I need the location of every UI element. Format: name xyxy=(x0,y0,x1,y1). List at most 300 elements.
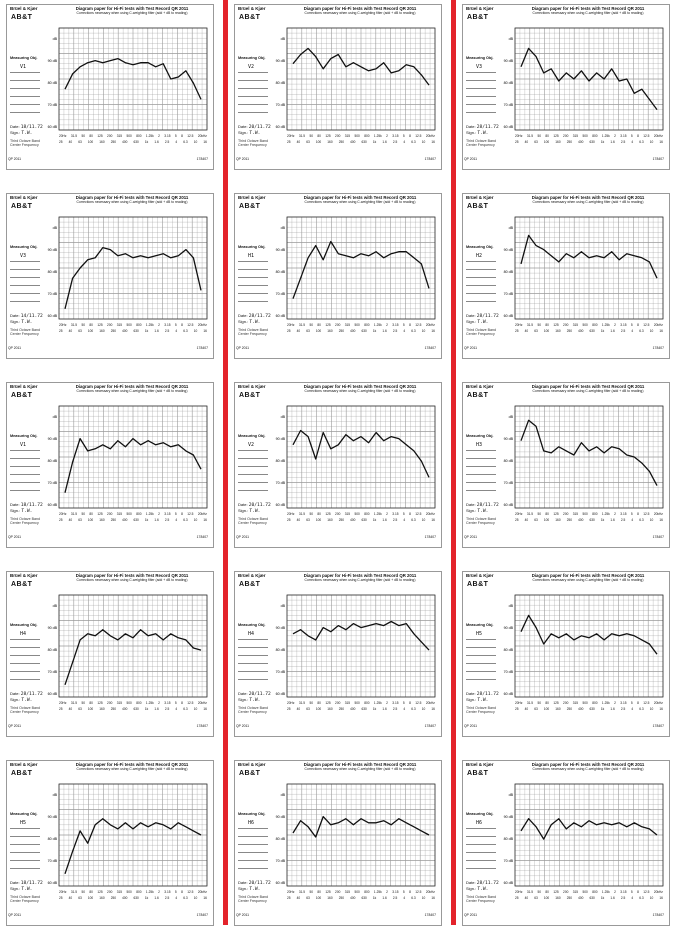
tick-label: 630 xyxy=(133,518,139,522)
tick-label: 100 xyxy=(315,140,322,144)
measuring-object-label: Measuring Obj. xyxy=(466,245,494,249)
measuring-object-value: V3 xyxy=(20,253,27,259)
entry-line xyxy=(466,671,496,672)
tick-label: 8 xyxy=(409,134,411,138)
tick-label: 20kHz xyxy=(653,323,663,327)
entry-line xyxy=(466,285,496,286)
db-label: 60 dB xyxy=(47,125,57,129)
tick-label: 31.5 xyxy=(526,701,534,705)
tick-label: 160 xyxy=(327,896,333,900)
tick-label: 6.3 xyxy=(183,896,188,900)
db-label: 70 dB xyxy=(503,670,513,674)
third-octave-label: Third Octave Band xyxy=(466,895,496,899)
tick-label: 6.3 xyxy=(411,140,416,144)
tick-label: 31.5 xyxy=(298,323,306,327)
tick-label: 12.5 xyxy=(643,890,650,894)
tick-label: 3.15 xyxy=(392,701,399,705)
tick-label: 125 xyxy=(325,134,331,138)
brand-name: Brüel & Kjær xyxy=(466,762,494,767)
tick-label: 2 xyxy=(158,890,160,894)
entry-line xyxy=(10,261,40,262)
date-block: Date: 18/11.72 Sign.: T.W. xyxy=(10,880,43,892)
date-label: Date xyxy=(466,124,475,129)
entry-line xyxy=(238,285,268,286)
sign-value: T.W. xyxy=(477,131,489,136)
tick-label: 160 xyxy=(99,518,105,522)
tick-label: 12.5 xyxy=(187,134,194,138)
tick-label: 20kHz xyxy=(653,134,663,138)
band-label xyxy=(466,895,496,903)
date-block: Date: 18/11.72 Sign.: T.W. xyxy=(10,124,43,136)
tick-label: 5 xyxy=(630,890,633,894)
tick-label: 630 xyxy=(133,707,139,711)
db-label: dB xyxy=(52,37,57,41)
entry-line xyxy=(10,104,40,105)
logo: AB&T xyxy=(11,392,33,399)
tick-label: 25 xyxy=(287,518,291,522)
band-label xyxy=(238,517,268,525)
sign-label: Sign. xyxy=(466,130,476,135)
tick-label: 400 xyxy=(578,518,584,522)
entry-line xyxy=(466,450,496,451)
tick-label: 160 xyxy=(555,707,561,711)
tick-label: 1.6 xyxy=(382,707,387,711)
tick-label: 50 xyxy=(309,323,313,327)
center-frequency-label: Center Frequency xyxy=(466,332,495,337)
tick-label: 80 xyxy=(545,134,549,138)
tick-label: 200 xyxy=(335,701,341,705)
tick-label: 40 xyxy=(524,707,529,711)
frequency-response-sheet-9 xyxy=(458,380,674,550)
footer-right: 178407 xyxy=(652,724,664,728)
logo: AB&T xyxy=(467,14,489,21)
footer-right: 178407 xyxy=(424,157,436,161)
third-octave-label: Third Octave Band xyxy=(10,895,40,899)
entry-line xyxy=(10,285,40,286)
logo: AB&T xyxy=(467,770,489,777)
tick-label: 1.25k xyxy=(601,323,610,327)
tick-label: 10 xyxy=(421,707,426,711)
date-block: Date: 28/11.72 Sign.: T.W. xyxy=(466,880,499,892)
tick-label: 160 xyxy=(555,518,561,522)
entry-line xyxy=(238,639,268,640)
logo: AB&T xyxy=(239,392,261,399)
tick-label: 6.3 xyxy=(411,518,416,522)
lower-tick-row xyxy=(515,329,663,333)
sheet-title: Diagram paper for Hi-Fi tests with Test Record QR 2011 xyxy=(531,384,645,389)
upper-tick-row xyxy=(59,890,207,894)
sheet-subtitle: Corrections necessary when using C-weighting filter (add + dB to reading) xyxy=(304,767,416,771)
tick-label: 800 xyxy=(364,323,370,327)
db-label: 90 dB xyxy=(47,626,57,630)
db-label: 80 dB xyxy=(47,270,57,274)
entry-line xyxy=(10,474,40,475)
third-octave-label: Third Octave Band xyxy=(238,895,268,899)
tick-label: 40 xyxy=(68,707,73,711)
tick-label: 12.5 xyxy=(643,323,650,327)
tick-label: 2 xyxy=(614,512,616,516)
sheet-title: Diagram paper for Hi-Fi tests with Test Record QR 2011 xyxy=(531,6,645,11)
logo: AB&T xyxy=(11,581,33,588)
tick-label: 6.3 xyxy=(183,518,188,522)
tick-label: 200 xyxy=(563,134,569,138)
upper-tick-row xyxy=(59,134,207,138)
db-label: 60 dB xyxy=(275,503,285,507)
tick-label: 31.5 xyxy=(70,323,78,327)
entry-line xyxy=(238,474,268,475)
sheet-subtitle: Corrections necessary when using C-weighting filter (add + dB to reading) xyxy=(76,767,188,771)
tick-label: 100 xyxy=(543,518,550,522)
tick-label: 1.6 xyxy=(610,329,615,333)
tick-label: 16 xyxy=(203,518,207,522)
third-octave-label: Third Octave Band xyxy=(10,706,40,710)
tick-label: 100 xyxy=(315,707,322,711)
tick-label: 2.5 xyxy=(392,329,398,333)
tick-label: 80 xyxy=(317,512,321,516)
tick-label: 20kHz xyxy=(425,512,435,516)
footer-right: 178407 xyxy=(196,157,208,161)
tick-label: 63 xyxy=(78,518,82,522)
entry-line xyxy=(10,852,40,853)
tick-label: 50 xyxy=(309,134,313,138)
tick-label: 50 xyxy=(81,701,85,705)
tick-label: 20Hz xyxy=(515,134,523,138)
frequency-response-sheet-7 xyxy=(2,380,218,550)
upper-tick-row xyxy=(515,701,663,705)
tick-label: 40 xyxy=(296,329,301,333)
third-octave-label: Third Octave Band xyxy=(10,328,40,332)
tick-label: 250 xyxy=(566,896,573,900)
entry-line xyxy=(10,112,40,113)
tick-label: 100 xyxy=(543,140,550,144)
brand-name: Brüel & Kjær xyxy=(466,384,494,389)
entry-line xyxy=(466,663,496,664)
entry-line xyxy=(10,671,40,672)
db-label: dB xyxy=(280,415,285,419)
sheet-title: Diagram paper for Hi-Fi tests with Test Record QR 2011 xyxy=(75,762,189,767)
db-label: 80 dB xyxy=(47,648,57,652)
tick-label: 31.5 xyxy=(298,890,306,894)
tick-label: 315 xyxy=(344,890,351,894)
lower-tick-row xyxy=(515,140,663,144)
sign-value: T.W. xyxy=(249,698,261,703)
center-frequency-label: Center Frequency xyxy=(238,143,267,148)
db-label: dB xyxy=(52,415,57,419)
tick-label: 400 xyxy=(350,707,356,711)
tick-label: 160 xyxy=(555,140,561,144)
footer-left: QP 2011 xyxy=(8,724,22,728)
third-octave-label: Third Octave Band xyxy=(10,517,40,521)
tick-label: 2.5 xyxy=(392,896,398,900)
tick-label: 80 xyxy=(317,323,321,327)
tick-label: 800 xyxy=(136,323,142,327)
date-value: 18/11.72 xyxy=(20,881,43,886)
tick-label: 200 xyxy=(563,890,569,894)
lower-tick-row xyxy=(287,896,435,900)
upper-tick-row xyxy=(59,701,207,705)
tick-label: 630 xyxy=(133,140,139,144)
lower-tick-row xyxy=(287,518,435,522)
sheet-title: Diagram paper for Hi-Fi tests with Test Record QR 2011 xyxy=(75,6,189,11)
sheet-title: Diagram paper for Hi-Fi tests with Test Record QR 2011 xyxy=(531,573,645,578)
measuring-object-value: H5 xyxy=(476,631,483,637)
entry-line xyxy=(466,868,496,869)
footer-left: QP 2011 xyxy=(236,724,250,728)
tick-label: 10 xyxy=(421,896,426,900)
center-frequency-label: Center Frequency xyxy=(238,521,267,526)
tick-label: 100 xyxy=(87,518,94,522)
tick-label: 20Hz xyxy=(59,701,67,705)
db-label: 90 dB xyxy=(503,437,513,441)
tick-label: 630 xyxy=(589,329,595,333)
sign-value: T.W. xyxy=(21,320,33,325)
sign-label: Sign. xyxy=(238,697,248,702)
measuring-object-value: V2 xyxy=(248,442,255,448)
tick-label: 500 xyxy=(582,323,588,327)
date-block: Date: 28/11.72 Sign.: T.W. xyxy=(466,313,499,325)
db-label: dB xyxy=(508,415,513,419)
tick-label: 315 xyxy=(116,134,123,138)
logo: AB&T xyxy=(467,392,489,399)
tick-label: 125 xyxy=(553,512,559,516)
db-label: dB xyxy=(508,793,513,797)
entry-line xyxy=(10,72,40,73)
tick-label: 315 xyxy=(116,512,123,516)
sheet-subtitle: Corrections necessary when using C-weighting filter (add + dB to reading) xyxy=(304,578,416,582)
tick-label: 12.5 xyxy=(187,512,194,516)
tick-label: 500 xyxy=(354,323,360,327)
tick-label: 63 xyxy=(534,518,538,522)
sheet-title: Diagram paper for Hi-Fi tests with Test Record QR 2011 xyxy=(303,6,417,11)
tick-label: 8 xyxy=(409,701,411,705)
tick-label: 1.25k xyxy=(145,890,154,894)
entry-line xyxy=(10,277,40,278)
entry-line xyxy=(238,844,268,845)
tick-label: 630 xyxy=(361,329,367,333)
db-label: 90 dB xyxy=(503,59,513,63)
tick-label: 25 xyxy=(59,329,63,333)
sheet-title: Diagram paper for Hi-Fi tests with Test Record QR 2011 xyxy=(75,384,189,389)
tick-label: 50 xyxy=(309,512,313,516)
entry-line xyxy=(238,293,268,294)
tick-label: 1.6 xyxy=(154,329,159,333)
db-label: 60 dB xyxy=(503,881,513,885)
frequency-response-sheet-8 xyxy=(230,380,446,550)
tick-label: 16 xyxy=(431,707,435,711)
entry-line xyxy=(10,663,40,664)
footer-left: QP 2011 xyxy=(8,157,22,161)
tick-label: 2 xyxy=(158,512,160,516)
db-label: 60 dB xyxy=(503,125,513,129)
tick-label: 8 xyxy=(637,134,639,138)
footer-right: 178407 xyxy=(652,535,664,539)
tick-label: 3.15 xyxy=(620,323,627,327)
tick-label: 25 xyxy=(59,896,63,900)
tick-label: 63 xyxy=(534,329,538,333)
tick-label: 8 xyxy=(181,890,183,894)
tick-label: 12.5 xyxy=(415,890,422,894)
footer-right: 178407 xyxy=(424,913,436,917)
entry-line xyxy=(10,828,40,829)
tick-label: 500 xyxy=(582,512,588,516)
db-label: 80 dB xyxy=(503,837,513,841)
tick-label: 1k xyxy=(372,518,377,522)
date-label: Date xyxy=(466,880,475,885)
tick-label: 400 xyxy=(578,329,584,333)
tick-label: 5 xyxy=(174,512,177,516)
brand-name: Brüel & Kjær xyxy=(238,384,266,389)
date-block: Date: 28/11.72 Sign.: T.W. xyxy=(10,691,43,703)
date-value: 20/11.72 xyxy=(248,881,271,886)
footer-right: 178407 xyxy=(652,157,664,161)
tick-label: 315 xyxy=(572,323,579,327)
entry-line xyxy=(10,80,40,81)
measuring-object-value: V1 xyxy=(20,64,27,70)
tick-label: 20Hz xyxy=(515,701,523,705)
entry-line xyxy=(466,269,496,270)
tick-label: 400 xyxy=(350,329,356,333)
sign-value: T.W. xyxy=(21,131,33,136)
db-label: dB xyxy=(508,226,513,230)
tick-label: 800 xyxy=(592,323,598,327)
third-octave-label: Third Octave Band xyxy=(238,139,268,143)
tick-label: 160 xyxy=(99,329,105,333)
tick-label: 4 xyxy=(631,707,634,711)
db-label: 80 dB xyxy=(275,837,285,841)
tick-label: 40 xyxy=(296,518,301,522)
sign-label: Sign. xyxy=(466,886,476,891)
date-block: Date: 28/11.72 Sign.: T.W. xyxy=(238,313,271,325)
tick-label: 12.5 xyxy=(415,512,422,516)
tick-label: 40 xyxy=(524,329,529,333)
red-divider-left xyxy=(223,0,228,925)
tick-label: 3.15 xyxy=(164,134,171,138)
tick-label: 80 xyxy=(89,134,93,138)
measuring-object-label: Measuring Obj. xyxy=(10,56,38,60)
tick-label: 8 xyxy=(181,134,183,138)
tick-label: 400 xyxy=(122,896,128,900)
tick-label: 16 xyxy=(203,140,207,144)
sign-value: T.W. xyxy=(21,698,33,703)
tick-label: 2 xyxy=(386,323,388,327)
tick-label: 50 xyxy=(81,134,85,138)
tick-label: 25 xyxy=(59,140,63,144)
entry-line xyxy=(238,88,268,89)
db-label: 80 dB xyxy=(503,648,513,652)
tick-label: 80 xyxy=(89,890,93,894)
tick-label: 500 xyxy=(354,890,360,894)
entry-line xyxy=(466,679,496,680)
logo: AB&T xyxy=(11,770,33,777)
center-frequency-label: Center Frequency xyxy=(238,899,267,904)
db-label: 70 dB xyxy=(275,481,285,485)
lower-tick-row xyxy=(287,140,435,144)
tick-label: 4 xyxy=(175,518,178,522)
tick-label: 125 xyxy=(97,323,103,327)
tick-label: 16 xyxy=(431,518,435,522)
entry-line xyxy=(238,679,268,680)
tick-label: 12.5 xyxy=(415,701,422,705)
sign-label: Sign. xyxy=(238,130,248,135)
tick-label: 200 xyxy=(335,134,341,138)
sheet-title: Diagram paper for Hi-Fi tests with Test Record QR 2011 xyxy=(303,384,417,389)
upper-tick-row xyxy=(287,323,435,327)
sign-label: Sign. xyxy=(10,130,20,135)
tick-label: 50 xyxy=(81,890,85,894)
tick-label: 10 xyxy=(193,329,198,333)
entry-line xyxy=(466,261,496,262)
sheet-subtitle: Corrections necessary when using C-weighting filter (add + dB to reading) xyxy=(532,578,644,582)
tick-label: 500 xyxy=(582,890,588,894)
db-label: 80 dB xyxy=(275,648,285,652)
footer-left: QP 2011 xyxy=(8,535,22,539)
lower-tick-row xyxy=(59,707,207,711)
tick-label: 40 xyxy=(68,896,73,900)
tick-label: 1.25k xyxy=(373,890,382,894)
tick-label: 500 xyxy=(126,323,132,327)
footer-left: QP 2011 xyxy=(464,346,478,350)
entry-line xyxy=(238,277,268,278)
entry-line xyxy=(466,647,496,648)
logo: AB&T xyxy=(239,14,261,21)
tick-label: 12.5 xyxy=(643,512,650,516)
sheet-subtitle: Corrections necessary when using C-weighting filter (add + dB to reading) xyxy=(76,389,188,393)
tick-label: 250 xyxy=(110,329,117,333)
tick-label: 4 xyxy=(403,707,406,711)
tick-label: 80 xyxy=(89,512,93,516)
tick-label: 1k xyxy=(600,140,605,144)
footer-left: QP 2011 xyxy=(8,346,22,350)
tick-label: 20Hz xyxy=(515,323,523,327)
brand-name: Brüel & Kjær xyxy=(238,762,266,767)
date-label: Date xyxy=(238,880,247,885)
entry-line xyxy=(238,104,268,105)
tick-label: 1k xyxy=(144,707,149,711)
entry-line xyxy=(10,836,40,837)
tick-label: 400 xyxy=(122,329,128,333)
sheet-title: Diagram paper for Hi-Fi tests with Test Record QR 2011 xyxy=(303,762,417,767)
db-label: 60 dB xyxy=(275,125,285,129)
tick-label: 200 xyxy=(335,890,341,894)
tick-label: 8 xyxy=(637,512,639,516)
tick-label: 40 xyxy=(524,518,529,522)
tick-label: 3.15 xyxy=(392,134,399,138)
tick-label: 31.5 xyxy=(298,701,306,705)
center-frequency-label: Center Frequency xyxy=(10,521,39,526)
tick-label: 10 xyxy=(649,140,654,144)
tick-label: 5 xyxy=(630,323,633,327)
tick-label: 20kHz xyxy=(653,890,663,894)
tick-label: 250 xyxy=(338,140,345,144)
tick-label: 100 xyxy=(543,896,550,900)
measuring-object-value: V3 xyxy=(476,64,483,70)
entry-line xyxy=(466,301,496,302)
tick-label: 40 xyxy=(68,140,73,144)
upper-tick-row xyxy=(287,701,435,705)
entry-line xyxy=(10,639,40,640)
tick-label: 8 xyxy=(181,323,183,327)
db-label: 70 dB xyxy=(47,103,57,107)
tick-label: 250 xyxy=(338,707,345,711)
tick-label: 200 xyxy=(107,890,113,894)
db-label: 70 dB xyxy=(275,670,285,674)
tick-label: 1.6 xyxy=(610,518,615,522)
sheet-subtitle: Corrections necessary when using C-weighting filter (add + dB to reading) xyxy=(532,389,644,393)
footer-right: 178407 xyxy=(196,913,208,917)
date-value: 28/11.72 xyxy=(20,692,43,697)
date-block: Date: 14/11.72 Sign.: T.W. xyxy=(10,313,43,325)
tick-label: 250 xyxy=(566,329,573,333)
